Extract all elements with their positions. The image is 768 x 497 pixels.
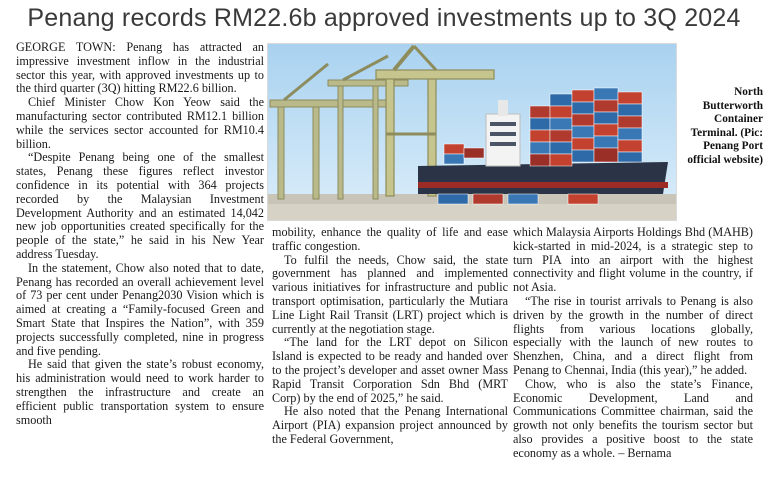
photo-illustration	[268, 44, 677, 221]
paragraph: “Despite Penang being one of the smallest states, Penang these figures reflect investor confidence in its potential with 364 projects recorded by the Malaysian Investment Development Authority and an estimated 14,042 new job opportunities created specifically for the people of the state,” he said in his New Year address Tuesday.	[16, 150, 264, 261]
paragraph: which Malaysia Airports Holdings Bhd (MAHB) kick-started in mid-2024, is a strategic step to turn PIA into an airport with the highest connectivity and flight volume in the country, if not Asia.	[513, 225, 753, 295]
paragraph: He said that given the state’s robust economy, his administration would need to work harder to strengthen the infrastructure and create an efficient public transportation system to ensure smooth	[16, 357, 264, 427]
article-column-1	[16, 41, 264, 427]
paragraph: Chief Minister Chow Kon Yeow said the manufacturing sector contributed RM12.1 billion while the services sector accounted for RM10.4 billion.	[16, 95, 264, 151]
paragraph: mobility, enhance the quality of life and ease traffic congestion.	[272, 225, 508, 253]
paragraph: “The rise in tourist arrivals to Penang is also driven by the growth in the number of direct flights from various locations globally, especially with the launch of new routes to Shenzhen, China, and a direct flight from Penang to Chennai, India (this year),” he added.	[513, 293, 753, 377]
article-column-2	[272, 226, 508, 447]
paragraph: He also noted that the Penang International Airport (PIA) expansion project announced by the Federal Government,	[272, 404, 508, 446]
container-terminal-photo	[267, 43, 677, 221]
headline: Penang records RM22.6b approved investments up to 3Q 2024	[27, 4, 741, 32]
paragraph: “The land for the LRT depot on Silicon Island is expected to be ready and handed over to the project’s developer and asset owner Mass Rapid Transit Corporation Sdn Bhd (MRT Corp) by the end of 2025,” he said.	[272, 335, 508, 405]
article-column-3	[513, 226, 753, 461]
photo-caption: North Butterworth Container Terminal. (Pic: Penang Port official website)	[687, 86, 763, 166]
paragraph: To fulfil the needs, Chow said, the state government has planned and implemented various initiatives for infrastructure and public transport optimisation, particularly the Mutiara Line Light Rail Transit (LRT) project which is currently at the negotiation stage.	[272, 252, 508, 336]
paragraph: GEORGE TOWN: Penang has attracted an impressive investment inflow in the industrial sector this year, with approved investments up to the third quarter (3Q) hitting RM22.6 billion.	[16, 40, 264, 96]
paragraph: In the statement, Chow also noted that to date, Penang has recorded an overall achievement level of 73 per cent under Penang2030 Vision which is aimed at creating a “Family-focused Green and Smart State that Inspires the Nation”, with 359 projects successfully completed, nine in progress and five pending.	[16, 260, 264, 358]
paragraph: Chow, who is also the state’s Finance, Economic Development, Land and Communications Committee chairman, said the growth not only benefits the tourism sector but also provides a positive boost to the state economy as a whole. – Bernama	[513, 376, 753, 460]
